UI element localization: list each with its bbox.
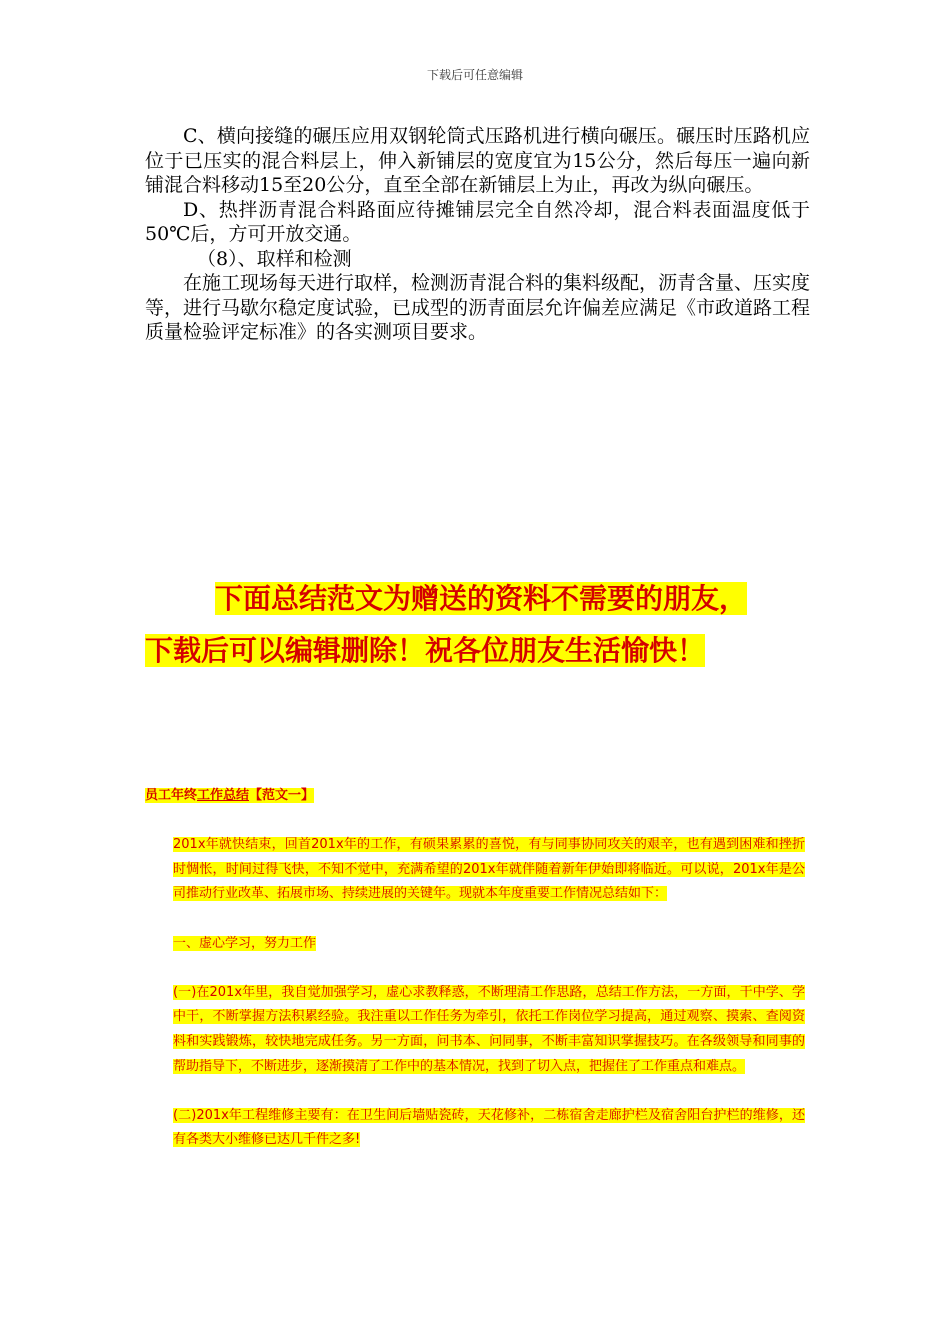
essay-title-link[interactable]: 工作总结 (197, 788, 250, 803)
sample-essay (145, 784, 805, 1178)
essay-paragraph-2: (一)在201x年里，我自觉加强学习，虚心求教释惑，不断理清工作思路，总结工作方法，一方面，干中学、学中干，不断掌握方法积累经验。我注重以工作任务为牵引，依托工作岗位学习提高，通过观察、摸索、查阅资料和实践锻炼，较快地完成任务。另一方面，问书本、问同事，不断丰富知识掌握技巧。在各级领导和同事的帮助指导下，不断进步，逐渐摸清了工作中的基本情况，找到了切入点，把握住了工作重点和难点。 (173, 984, 805, 1074)
essay-title-suffix: 【范文一】 (249, 788, 315, 803)
essay-title-prefix: 员工年终 (145, 788, 198, 803)
section-heading-8: （8）、取样和检测 (197, 247, 352, 270)
essay-paragraph-1: 201x年就快结束，回首201x年的工作，有硕果累累的喜悦，有与同事协同攻关的艰辛，也有遇到困难和挫折时惆怅，时间过得飞快，不知不觉中，充满希望的201x年就伴随着新年伊始即将临近。可以说，201x年是公司推动行业改革、拓展市场、持续进展的关键年。现就本年度重要工作情况总结如下： (173, 837, 805, 902)
paragraph-c: C、横向接缝的碾压应用双钢轮筒式压路机进行横向碾压。碾压时压路机应位于已压实的混合料层上，伸入新铺层的宽度宜为15公分，然后每压一遍向新铺混合料移动15至20公分，直至全部在新铺层上为止，再改为纵向碾压。 (145, 125, 810, 196)
paragraph-d: D、热拌沥青混合料路面应待摊铺层完全自然冷却，混合料表面温度低于50℃后，方可开放交通。 (145, 198, 810, 245)
promo-line-1: 下面总结范文为赠送的资料不需要的朋友， (215, 582, 748, 615)
construction-text (145, 124, 810, 345)
essay-paragraph-3: (二)201x年工程维修主要有：在卫生间后墙贴瓷砖，天花修补，二栋宿舍走廊护栏及宿舍阳台护栏的维修，还有各类大小维修已达几千件之多! (173, 1107, 805, 1148)
essay-heading-1: 一、虚心学习，努力工作 (173, 935, 317, 951)
page-header: 下载后可任意编辑 (426, 68, 523, 82)
essay-title (145, 784, 805, 809)
paragraph-sampling: 在施工现场每天进行取样，检测沥青混合料的集料级配，沥青含量、压实度等，进行马歇尔稳定度试验，已成型的沥青面层允许偏差应满足《市政道路工程质量检验评定标准》的各实测项目要求。 (145, 272, 811, 343)
promo-line-2: 下载后可以编辑删除！祝各位朋友生活愉快！ (145, 634, 706, 667)
promo-notice (145, 573, 805, 677)
